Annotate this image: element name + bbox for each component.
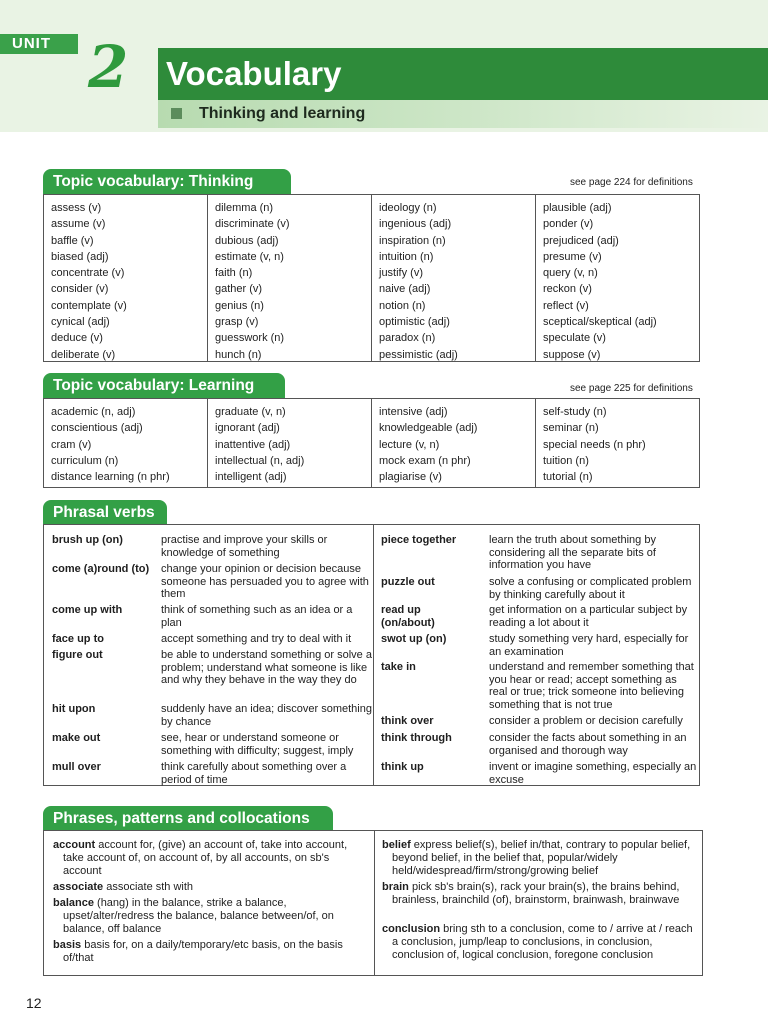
vocab-item: academic (n, adj) <box>51 406 136 418</box>
phrasal-definition: accept something and try to deal with it <box>161 633 352 645</box>
thinking-heading: Topic vocabulary: Thinking <box>43 169 291 194</box>
phrasal-verbs-box <box>43 524 700 786</box>
vocab-item: reckon (v) <box>543 283 592 296</box>
collocation-text: basis for, on a daily/temporary/etc basis, on the basis of/that <box>63 939 343 964</box>
phrasal-definition: learn the truth about something by considering all the separate bits of information you have <box>489 534 656 571</box>
vocab-item: ignorant (adj) <box>215 422 280 435</box>
vocab-item: speculate (v) <box>543 332 606 345</box>
vocab-item: guesswork (n) <box>215 332 285 345</box>
phrasal-definition: think carefully about something over a period of time <box>161 761 347 786</box>
vocab-item: pessimistic (adj) <box>379 348 458 361</box>
vocab-column <box>371 399 535 487</box>
collocation-term: brain <box>382 881 409 893</box>
vocab-item: justify (v) <box>379 267 423 280</box>
vocab-item: concentrate (v) <box>51 267 125 280</box>
vocab-column <box>371 195 535 361</box>
learning-heading: Topic vocabulary: Learning <box>43 373 285 398</box>
vocab-column <box>207 195 371 361</box>
vocab-item: knowledgeable (adj) <box>379 422 478 435</box>
vocab-item: plagiarise (v) <box>379 471 442 484</box>
phrasal-term: think over <box>381 715 434 727</box>
phrasal-term: think through <box>381 732 452 744</box>
phrasal-definition: practise and improve your skills or knowledge of something <box>161 534 328 559</box>
square-bullet-icon <box>171 108 182 119</box>
thinking-definitions-note: see page 224 for definitions <box>570 177 693 188</box>
phrasal-definition: suddenly have an idea; discover something by chance <box>161 703 372 728</box>
phrasal-definition: invent or imagine something, especially an excuse <box>489 761 697 786</box>
vocab-item: consider (v) <box>51 283 109 296</box>
phrasal-definition: change your opinion or decision because someone has persuaded you to agree with them <box>161 563 369 600</box>
phrasal-definition: get information on a particular subject by reading a lot about it <box>489 604 688 629</box>
phrasal-term: face up to <box>52 633 104 645</box>
collocation-entry <box>382 923 696 962</box>
vocab-item: biased (adj) <box>51 250 109 263</box>
phrasal-definition: think of something such as an idea or a plan <box>161 604 353 629</box>
phrasal-term: figure out <box>52 649 103 661</box>
vocab-item: suppose (v) <box>543 348 601 361</box>
vocab-item: distance learning (n phr) <box>51 471 170 484</box>
collocation-term: associate <box>53 881 104 893</box>
vocab-item: graduate (v, n) <box>215 406 286 418</box>
vocab-item: grasp (v) <box>215 316 259 329</box>
collocation-term: basis <box>53 939 82 951</box>
collocations-heading: Phrases, patterns and collocations <box>43 806 333 831</box>
vocab-item: intuition (n) <box>379 250 434 263</box>
vocab-item: conscientious (adj) <box>51 422 143 435</box>
collocation-text: associate sth with <box>106 881 194 893</box>
vocab-item: estimate (v, n) <box>215 250 284 263</box>
vocab-item: discriminate (v) <box>215 218 290 231</box>
vocab-item: paradox (n) <box>379 332 436 345</box>
vocab-item: assume (v) <box>51 218 106 231</box>
vocab-item: deduce (v) <box>51 332 103 345</box>
vocab-item: prejudiced (adj) <box>543 234 619 247</box>
phrasal-term: come up with <box>52 604 123 616</box>
vocab-item: cram (v) <box>51 438 92 451</box>
thinking-vocab-table <box>43 194 700 362</box>
vocab-item: optimistic (adj) <box>379 316 450 329</box>
vocab-item: baffle (v) <box>51 234 94 247</box>
vocab-item: presume (v) <box>543 250 602 263</box>
vocab-item: inattentive (adj) <box>215 438 291 451</box>
phrasal-term: come (a)round (to) <box>52 563 150 575</box>
vocab-item: deliberate (v) <box>51 348 116 361</box>
vocab-item: intelligent (adj) <box>215 471 287 484</box>
column-divider <box>374 831 375 975</box>
phrasal-term: piece together <box>381 534 457 546</box>
vocab-item: lecture (v, n) <box>379 438 440 451</box>
vocab-item: assess (v) <box>51 202 102 214</box>
phrasal-term: mull over <box>52 761 101 773</box>
vocab-item: inspiration (n) <box>379 234 446 247</box>
phrasal-term: read up (on/about) <box>381 604 435 629</box>
phrasal-term: hit upon <box>52 703 96 715</box>
vocab-item: gather (v) <box>215 283 263 296</box>
vocab-item: plausible (adj) <box>543 202 612 214</box>
vocab-column <box>44 399 207 487</box>
collocation-entry <box>53 839 365 878</box>
vocab-item: hunch (n) <box>215 348 262 361</box>
page-subtitle: Thinking and learning <box>199 105 366 122</box>
vocab-item: query (v, n) <box>543 267 598 280</box>
collocation-text: express belief(s), belief in/that, contrary to popular belief, beyond belief, in the belief that, popular/widely held/widespread/firm/strong/growing belief <box>392 839 691 877</box>
collocation-entry <box>53 897 365 936</box>
vocab-item: ponder (v) <box>543 218 594 231</box>
vocab-item: cynical (adj) <box>51 316 110 329</box>
vocab-item: dilemma (n) <box>215 202 274 214</box>
vocab-item: ideology (n) <box>379 202 437 214</box>
collocation-term: account <box>53 839 96 851</box>
vocab-item: mock exam (n phr) <box>379 454 471 467</box>
vocab-item: dubious (adj) <box>215 234 279 247</box>
phrasal-definition: consider a problem or decision carefully <box>489 715 683 727</box>
collocation-entry <box>382 881 696 907</box>
phrasal-definition: solve a confusing or complicated problem by thinking carefully about it <box>489 576 692 601</box>
unit-number: 2 <box>88 33 129 101</box>
phrasal-term: take in <box>381 661 416 673</box>
collocation-entry <box>382 839 696 878</box>
vocab-item: genius (n) <box>215 299 264 312</box>
collocation-text: pick sb's brain(s), rack your brain(s), the brains behind, brainless, brainchild (of), brainstorm, brainwash, brainwave <box>392 881 680 906</box>
phrasal-definition: study something very hard, especially for an examination <box>489 633 689 658</box>
vocab-item: sceptical/skeptical (adj) <box>543 316 657 329</box>
phrasal-definition: be able to understand something or solve a problem; understand what someone is like and why they behave in the way they do <box>161 649 372 686</box>
learning-definitions-note: see page 225 for definitions <box>570 383 693 394</box>
collocation-term: belief <box>382 839 411 851</box>
collocation-term: conclusion <box>382 923 441 935</box>
vocab-item: ingenious (adj) <box>379 218 452 231</box>
vocab-item: intellectual (n, adj) <box>215 454 305 467</box>
vocab-item: intensive (adj) <box>379 406 448 418</box>
phrasal-term: think up <box>381 761 424 773</box>
phrasal-definition: see, hear or understand someone or something with difficulty; suggest, imply <box>161 732 354 757</box>
collocation-text: (hang) in the balance, strike a balance, upset/alter/redress the balance, balance between/of, on balance, off balance <box>63 897 334 935</box>
collocation-text: account for, (give) an account of, take into account, take account of, on account of, by all accounts, on sb's account <box>63 839 348 877</box>
vocab-column <box>44 195 207 361</box>
vocab-column <box>535 399 699 487</box>
vocab-item: curriculum (n) <box>51 454 119 467</box>
vocab-column <box>535 195 699 361</box>
phrasal-term: puzzle out <box>381 576 435 588</box>
collocations-box <box>43 830 703 976</box>
phrasal-verbs-heading: Phrasal verbs <box>43 500 167 525</box>
learning-vocab-table <box>43 398 700 488</box>
vocab-column <box>207 399 371 487</box>
collocation-text: bring sth to a conclusion, come to / arrive at / reach a conclusion, jump/leap to conclusions, in conclusion, conclusion of, logical conclusion, foregone conclusion <box>392 923 693 961</box>
collocation-entry <box>53 939 365 965</box>
phrasal-term: make out <box>52 732 101 744</box>
vocab-item: seminar (n) <box>543 422 599 435</box>
phrasal-definition: understand and remember something that you hear or read; accept something as real or true; trick someone into believing something that is not true <box>489 661 694 711</box>
unit-label: UNIT <box>0 34 78 54</box>
vocab-item: naive (adj) <box>379 283 431 296</box>
vocab-item: notion (n) <box>379 299 426 312</box>
vocab-item: faith (n) <box>215 267 253 280</box>
collocation-entry <box>53 881 365 894</box>
vocab-item: special needs (n phr) <box>543 438 646 451</box>
column-divider <box>373 525 374 785</box>
vocab-item: tuition (n) <box>543 454 589 467</box>
vocab-item: self-study (n) <box>543 406 607 418</box>
vocab-item: contemplate (v) <box>51 299 127 312</box>
vocab-item: tutorial (n) <box>543 471 593 484</box>
phrasal-definition: consider the facts about something in an organised and thorough way <box>489 732 687 757</box>
phrasal-term: swot up (on) <box>381 633 447 645</box>
collocation-term: balance <box>53 897 94 909</box>
phrasal-term: brush up (on) <box>52 534 123 546</box>
page-title: Vocabulary <box>166 55 342 92</box>
page-number: 12 <box>26 995 42 1011</box>
vocab-item: reflect (v) <box>543 299 589 312</box>
